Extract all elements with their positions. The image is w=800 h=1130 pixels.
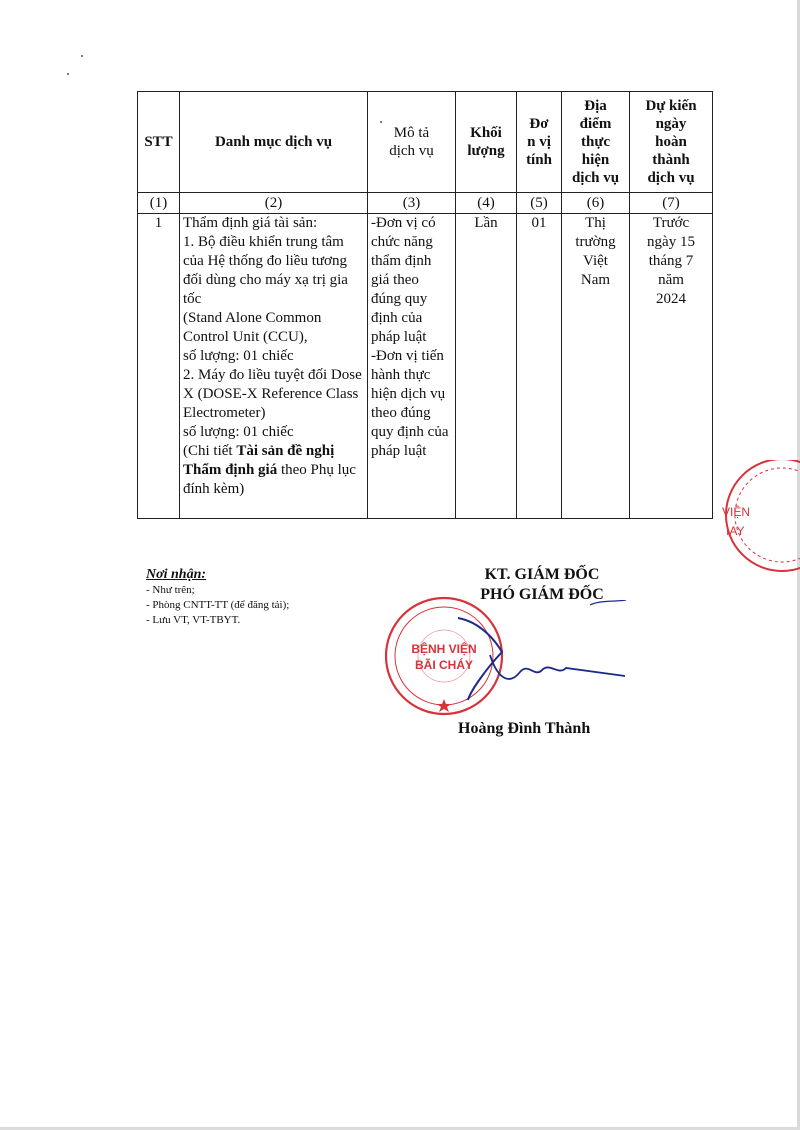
signature-title-line2: PHÓ GIÁM ĐỐC <box>480 586 604 603</box>
cell-volume: Lần <box>456 214 517 519</box>
signer-name: Hoàng Đình Thành <box>458 720 591 737</box>
category-items: 1. Bộ điều khiển trung tâm của Hệ thống đo liều tương đối dùng cho máy xạ trị gia tốc (Stand Alone Common Control Unit (CCU), số lượng: 01 chiếc 2. Máy đo liều tuyệt đối Dose X (DOSE-X Reference Class Electrometer) số lượng: 01 chiếc <box>183 234 362 440</box>
cell-stt: 1 <box>138 214 180 519</box>
recipients <box>146 567 289 628</box>
scan-speck <box>67 73 69 75</box>
recipient-item: - Lưu VT, VT-TBYT. <box>146 614 241 626</box>
column-number: (2) <box>180 193 368 214</box>
recipients-title: Nơi nhận: <box>146 567 207 582</box>
svg-text:IAY: IAY <box>726 524 745 538</box>
header-volume: Khối lượng <box>456 92 517 193</box>
detail-note: (Chi tiết Tài sản đề nghị Thẩm định giá theo Phụ lục đính kèm) <box>183 443 356 497</box>
header-unit: Đơ n vị tính <box>517 92 562 193</box>
svg-text:BỆNH VIỆN: BỆNH VIỆN <box>411 642 477 656</box>
column-number: (5) <box>517 193 562 214</box>
column-number-row <box>138 193 713 214</box>
header-stt: STT <box>138 92 180 193</box>
header-service-description: Mô tả dịch vụ <box>368 92 456 193</box>
table-header-row <box>138 92 713 193</box>
category-intro: Thẩm định giá tài sản: <box>183 215 318 231</box>
column-number: (6) <box>562 193 630 214</box>
cell-location: Thị trường Việt Nam <box>562 214 630 519</box>
recipient-item: - Phòng CNTT-TT (để đăng tải); <box>146 599 290 611</box>
cell-service-category <box>180 214 368 519</box>
column-number: (1) <box>138 193 180 214</box>
svg-text:BÃI CHÁY: BÃI CHÁY <box>414 658 474 672</box>
partial-seal-stamp <box>722 460 800 580</box>
table-row <box>138 214 713 519</box>
signature-title-line1: KT. GIÁM ĐỐC <box>484 566 600 583</box>
service-table <box>137 91 713 519</box>
recipient-item: - Như trên; <box>146 584 195 596</box>
cell-unit: 01 <box>517 214 562 519</box>
header-location: Địa điểm thực hiện dịch vụ <box>562 92 630 193</box>
scan-speck <box>81 55 83 57</box>
column-number: (3) <box>368 193 456 214</box>
recipients-list <box>146 583 289 628</box>
svg-text:VIỆN: VIỆN <box>722 505 751 519</box>
header-deadline: Dự kiến ngày hoàn thành dịch vụ <box>630 92 713 193</box>
header-service-category: Danh mục dịch vụ <box>180 92 368 193</box>
column-number: (4) <box>456 193 517 214</box>
cell-deadline: Trước ngày 15 tháng 7 năm 2024 <box>630 214 713 519</box>
handwritten-signature <box>440 600 630 710</box>
cell-service-description: -Đơn vị có chức năng thẩm định giá theo đúng quy định của pháp luật -Đơn vị tiến hành thực hiện dịch vụ theo đúng quy định của pháp luật <box>368 214 456 519</box>
column-number: (7) <box>630 193 713 214</box>
